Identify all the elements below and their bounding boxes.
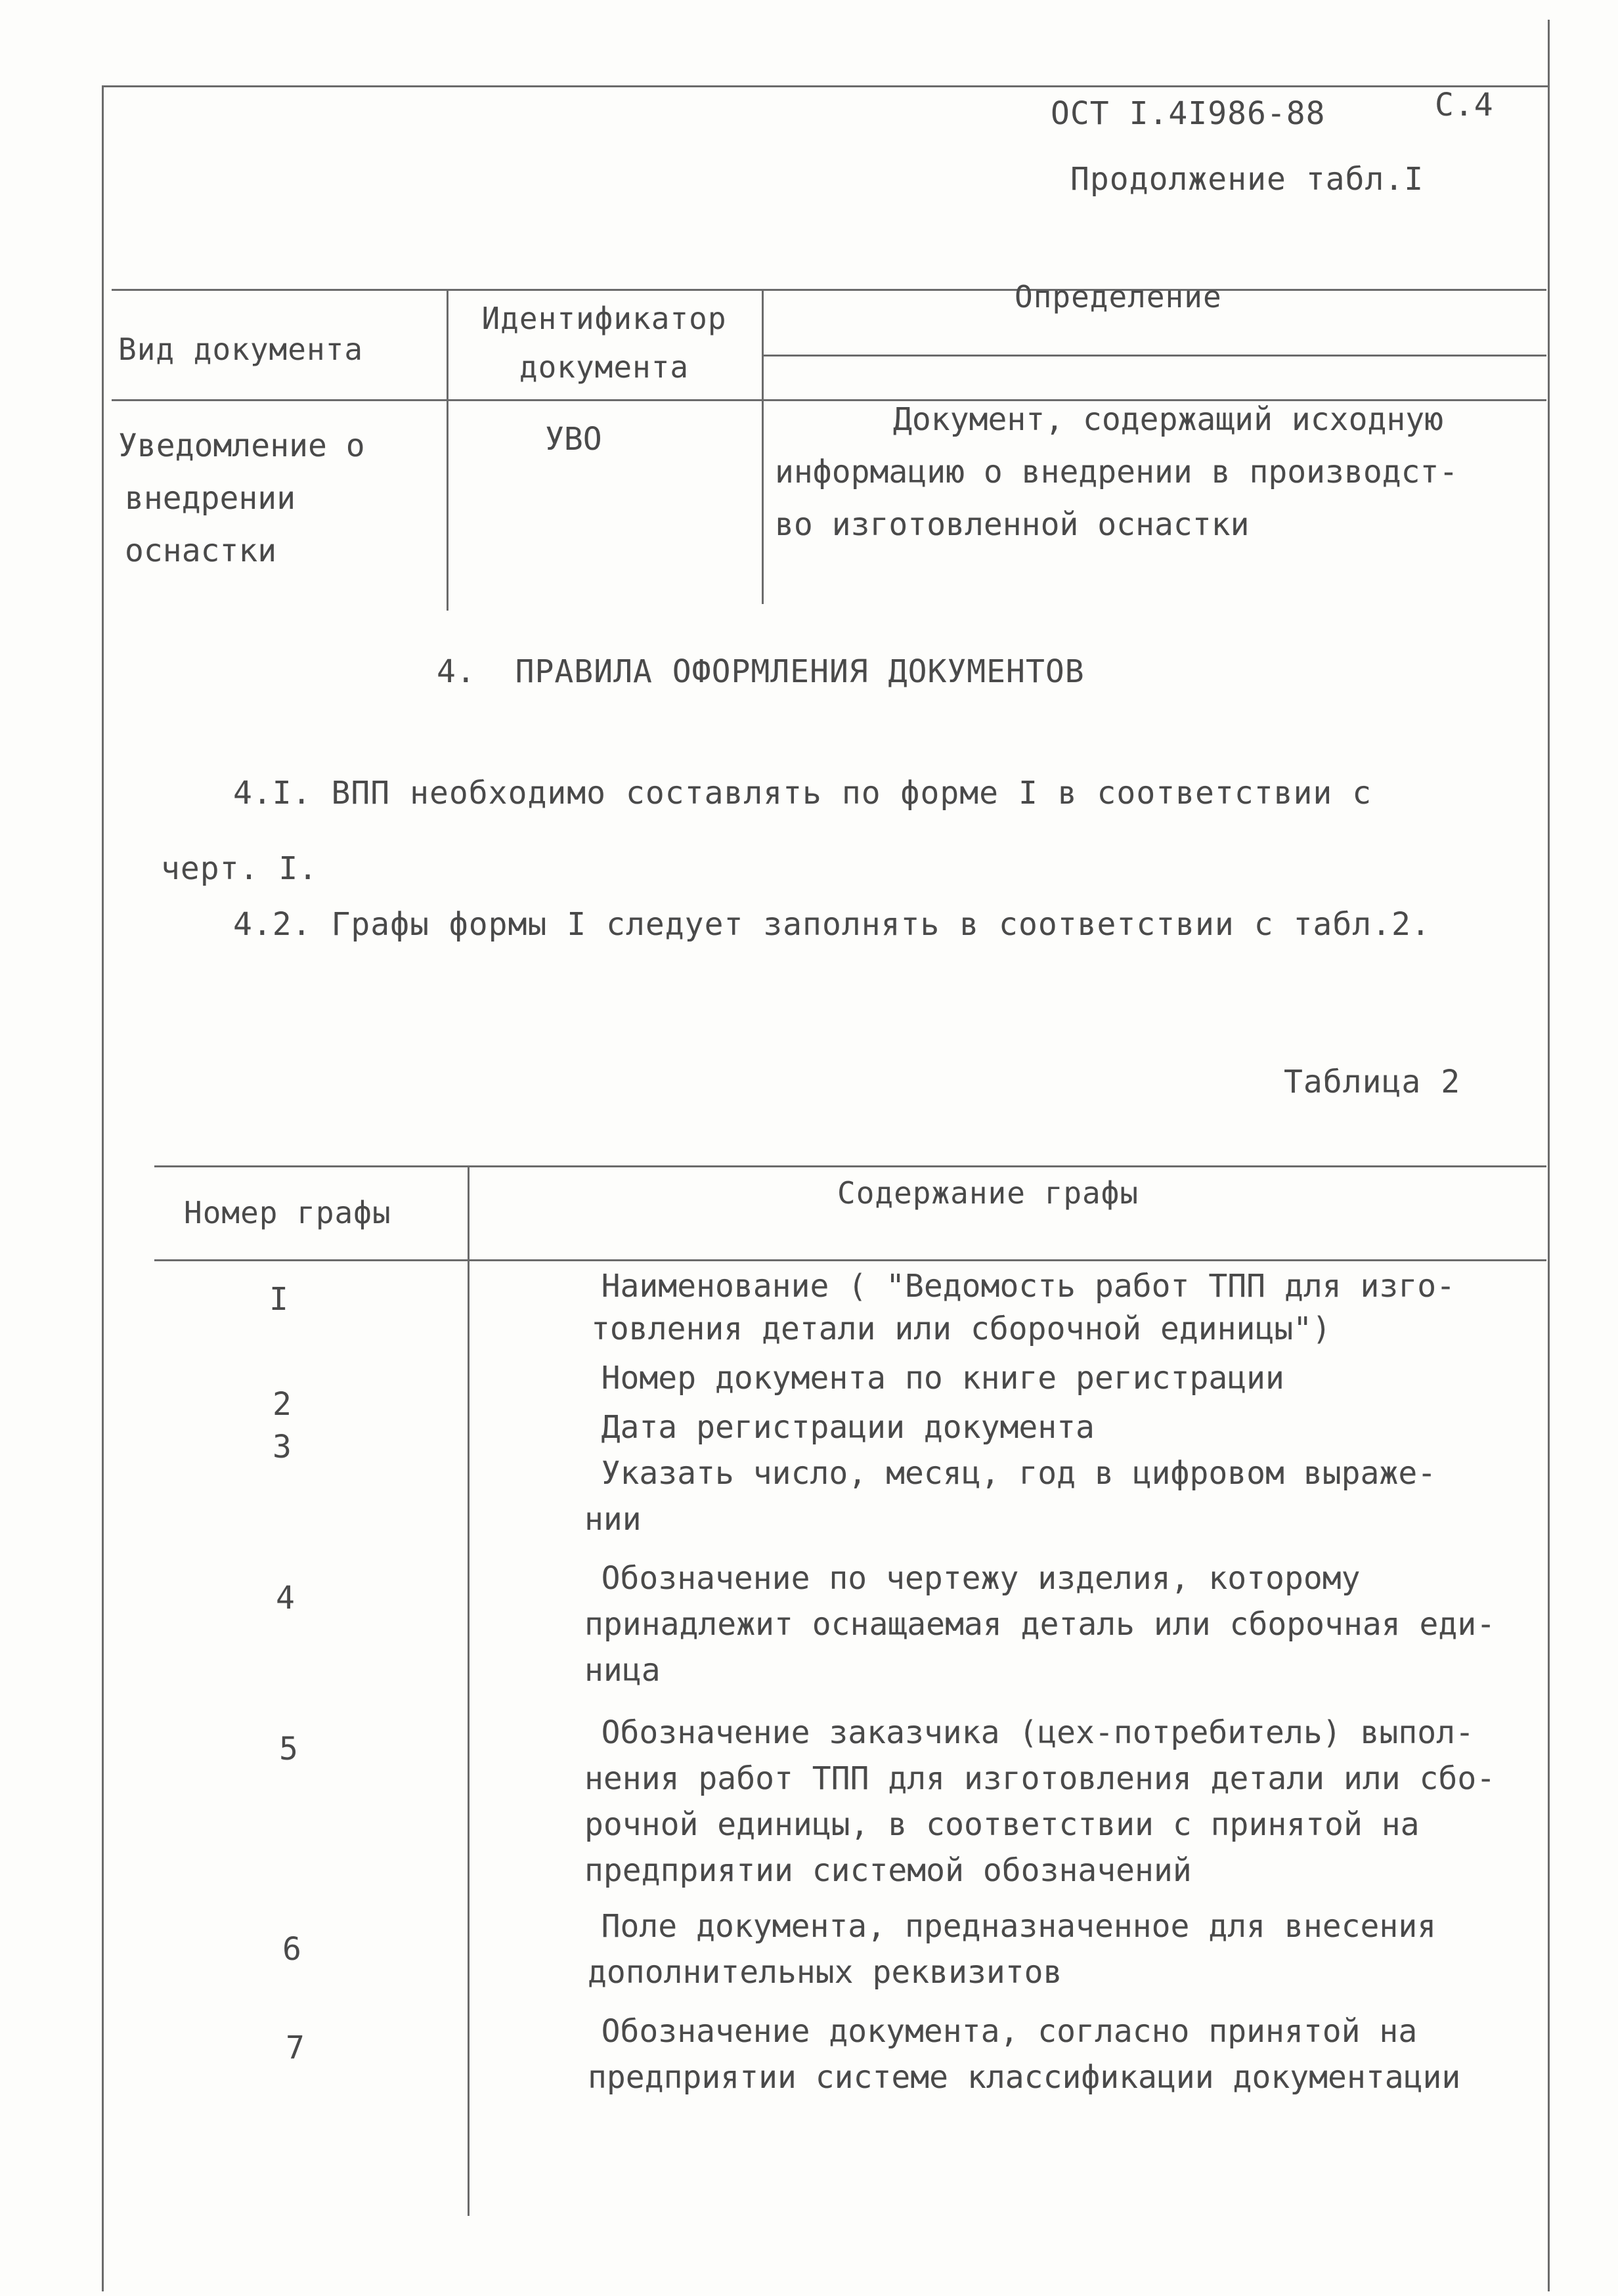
table2-row-4-line-1: Обозначение по чертежу изделия, которому [525, 1560, 1361, 1597]
table2-top-border [154, 1165, 1546, 1167]
table2-row-5-line-1: Обозначение заказчика (цех-потребитель) выпол- [525, 1714, 1474, 1751]
table2-col-divider [468, 1165, 470, 2216]
table2-row-7-line-2: предприятии системе классификации документации [588, 2059, 1461, 2096]
table2-row-1-number: I [269, 1281, 288, 1318]
table1-identifier: УВО [545, 421, 602, 458]
table1-kind-line-2: внедрении [125, 480, 296, 517]
table2-row-3-line-3: нии [584, 1501, 642, 1538]
table2-row-5-line-3: рочной единицы, в соответствии с принятой на [584, 1806, 1420, 1843]
table2-row-2-number: 2 [273, 1386, 292, 1423]
table2-header-content: Содержание графы [837, 1175, 1139, 1211]
table1-col-divider-1 [447, 289, 448, 611]
table1-header-definition: Определение [1015, 279, 1222, 314]
paragraph-4-1-line-1: 4.I. ВПП необходимо составлять по форме I в соответствии с [233, 775, 1372, 812]
table1-top-border [112, 289, 1546, 291]
table2-row-1-line-1: Наименование ( "Ведомость работ ТПП для изго- [525, 1268, 1456, 1305]
table2-row-4-number: 4 [276, 1580, 295, 1616]
table2-row-6-line-1: Поле документа, предназначенное для внесения [525, 1908, 1437, 1945]
standard-number: ОСТ I.4I986-88 [1051, 95, 1326, 132]
table1-col-divider-2 [762, 289, 764, 604]
table1-header-identifier: Идентификатор документа [481, 301, 727, 385]
table1-definition-line-3: во изготовленной оснастки [775, 506, 1250, 543]
table2-row-5-line-2: нения работ ТПП для изготовления детали или сбо- [584, 1760, 1496, 1797]
frame-left-line [102, 85, 104, 2291]
continuation-label: Продолжение табл.I [1070, 161, 1424, 198]
table2-row-3-line-1: Дата регистрации документа [525, 1409, 1095, 1446]
table1-header-kind: Вид документа [118, 332, 364, 367]
paragraph-4-1-line-2: черт. I. [161, 850, 318, 887]
frame-right-line [1548, 20, 1550, 2291]
frame-top-line [102, 85, 1550, 87]
table2-row-5-number: 5 [279, 1731, 298, 1767]
section-title: 4. ПРАВИЛА ОФОРМЛЕНИЯ ДОКУМЕНТОВ [437, 653, 1085, 690]
table2-row-3-line-2: Указать число, месяц, год в цифровом выраже- [525, 1455, 1437, 1492]
table1-kind-line-1: Уведомление о [118, 427, 365, 464]
table2-row-4-line-3: ница [584, 1652, 661, 1689]
table2-row-6-line-2: дополнительных реквизитов [588, 1954, 1062, 1991]
table2-row-7-line-1: Обозначение документа, согласно принятой на [525, 2013, 1418, 2050]
table2-row-6-number: 6 [282, 1931, 301, 1968]
table2-row-4-line-2: принадлежит оснащаемая деталь или сборочная еди- [584, 1606, 1496, 1643]
table1-kind-line-3: оснастки [125, 532, 277, 569]
table1-definition-line-1: Документ, содержащий исходную [893, 401, 1444, 438]
table2-row-2-line-1: Номер документа по книге регистрации [525, 1360, 1284, 1397]
table2-row-7-number: 7 [286, 2029, 305, 2066]
table2-caption: Таблица 2 [1284, 1064, 1461, 1100]
table1-header-divider-right [762, 355, 1546, 357]
table1-definition-line-2: информацию о внедрении в производст- [775, 454, 1458, 490]
table2-row-3-number: 3 [273, 1429, 292, 1465]
table2-row-5-line-4: предприятии системой обозначений [584, 1852, 1192, 1889]
page-number: С.4 [1435, 87, 1494, 123]
table2-header-number: Номер графы [184, 1195, 391, 1230]
table2-row-1-line-2: товления детали или сборочной единицы") [591, 1310, 1332, 1347]
paragraph-4-2: 4.2. Графы формы I следует заполнять в соответствии с табл.2. [233, 906, 1431, 943]
